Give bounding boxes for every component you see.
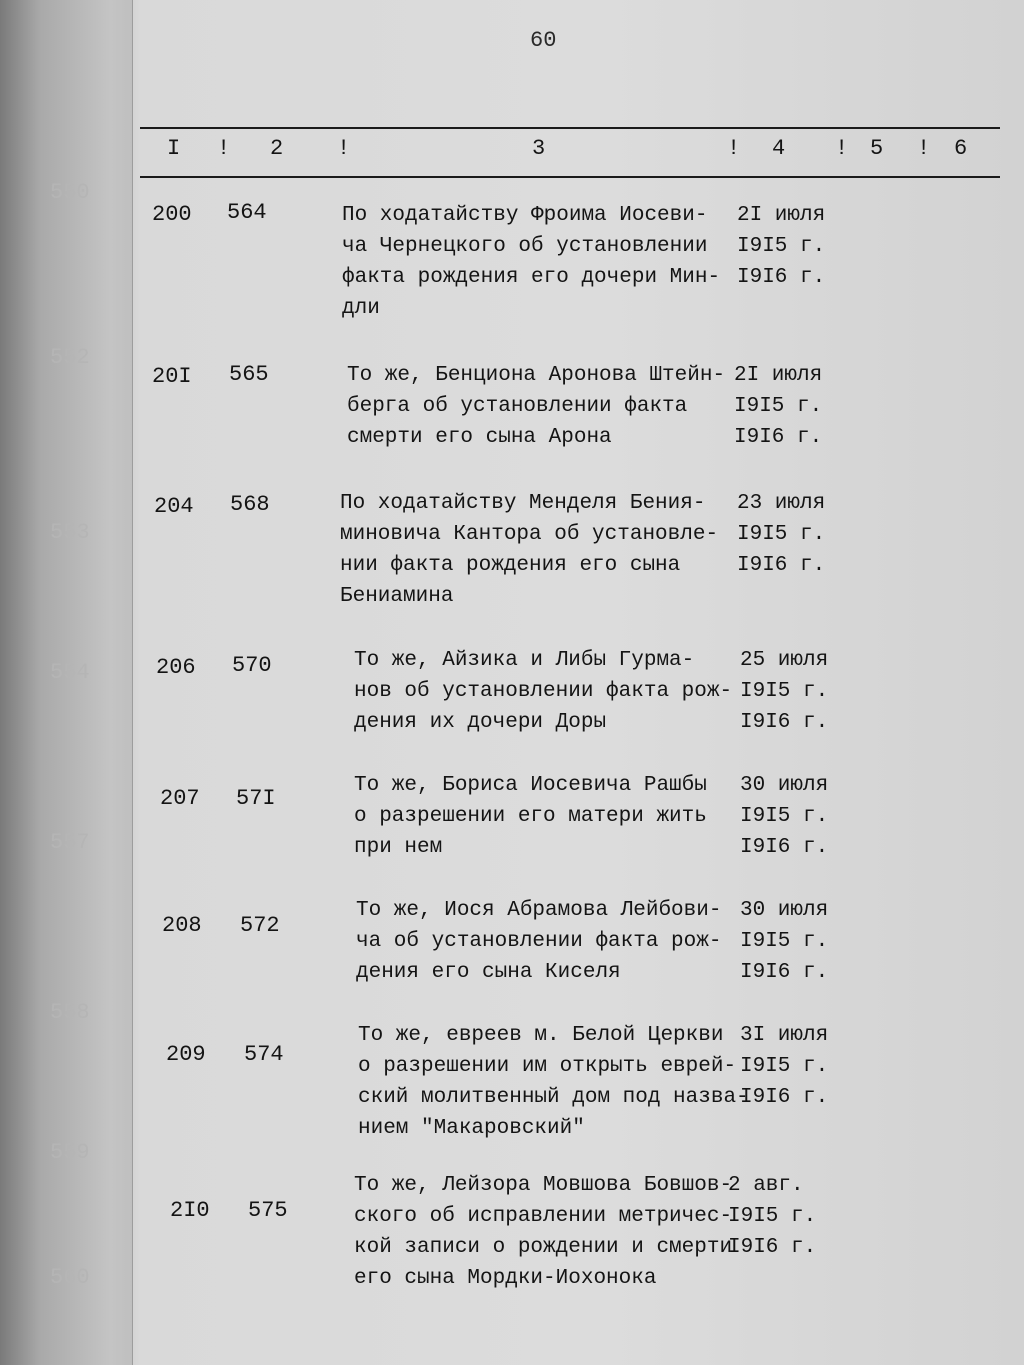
- column-header-3: 3: [532, 136, 546, 161]
- date-line: 2 авг.: [728, 1174, 804, 1197]
- entry-dates: [740, 1020, 828, 1113]
- entry-description: [356, 895, 756, 988]
- entry-description: [358, 1020, 758, 1144]
- description-line: То же, Лейзора Мовшова Бовшов-: [354, 1174, 733, 1197]
- date-line: I9I6 г.: [737, 266, 826, 289]
- date-line: 23 июля: [737, 492, 826, 515]
- file-number: 575: [248, 1198, 288, 1223]
- file-number: 568: [230, 492, 270, 517]
- description-line: дли: [342, 297, 380, 320]
- date-line: I9I5 г.: [737, 523, 826, 546]
- description-line: дения его сына Киселя: [356, 961, 621, 984]
- entry-dates: [734, 360, 822, 453]
- description-line: его сына Мордки-Иохонока: [354, 1267, 657, 1290]
- column-separator: !: [917, 136, 931, 161]
- ghost-number: 550: [50, 180, 90, 205]
- description-line: нов об установлении факта рож-: [354, 680, 733, 703]
- date-line: I9I6 г.: [737, 554, 826, 577]
- description-line: миновича Кантора об установле-: [340, 523, 719, 546]
- entry-number: 20I: [152, 364, 192, 389]
- description-line: По ходатайству Менделя Бения-: [340, 492, 706, 515]
- file-number: 570: [232, 653, 272, 678]
- entry-number: 206: [156, 655, 196, 680]
- file-number: 57I: [236, 786, 276, 811]
- description-line: То же, Бенциона Аронова Штейн-: [347, 364, 726, 387]
- description-line: дения их дочери Доры: [354, 711, 607, 734]
- header-bottom-rule: [140, 176, 1000, 178]
- entry-number: 2I0: [170, 1198, 210, 1223]
- description-line: нием "Макаровский": [358, 1117, 585, 1140]
- ghost-number: 557: [50, 830, 90, 855]
- entry-number: 208: [162, 913, 202, 938]
- date-line: 2I июля: [737, 204, 826, 227]
- facing-page-edge: [0, 0, 133, 1365]
- description-line: смерти его сына Арона: [347, 426, 612, 449]
- entry-number: 209: [166, 1042, 206, 1067]
- description-line: при нем: [354, 836, 443, 859]
- date-line: I9I6 г.: [734, 426, 823, 449]
- column-header-2: 2: [270, 136, 284, 161]
- ghost-number: 560: [50, 1265, 90, 1290]
- entry-number: 207: [160, 786, 200, 811]
- ghost-number: 554: [50, 660, 90, 685]
- date-line: I9I5 г.: [734, 395, 823, 418]
- description-line: кой записи о рождении и смерти: [354, 1236, 733, 1259]
- description-line: берга об установлении факта: [347, 395, 688, 418]
- description-line: По ходатайству Фроима Иосеви-: [342, 204, 708, 227]
- column-separator: !: [727, 136, 741, 161]
- entry-dates: [728, 1170, 816, 1263]
- column-separator: !: [337, 136, 351, 161]
- date-line: I9I6 г.: [740, 836, 829, 859]
- ghost-number: 553: [50, 520, 90, 545]
- entry-dates: [740, 895, 828, 988]
- entry-number: 204: [154, 494, 194, 519]
- column-separator: !: [217, 136, 231, 161]
- entry-description: [354, 645, 754, 738]
- description-line: ча Чернецкого об установлении: [342, 235, 708, 258]
- date-line: I9I5 г.: [728, 1205, 817, 1228]
- column-header-4: 4: [772, 136, 786, 161]
- date-line: 30 июля: [740, 899, 829, 922]
- entry-description: [354, 770, 754, 863]
- column-header-6: 6: [954, 136, 968, 161]
- entry-dates: [737, 488, 825, 581]
- description-line: То же, евреев м. Белой Церкви: [358, 1024, 724, 1047]
- date-line: I9I6 г.: [740, 961, 829, 984]
- document-page: [132, 0, 1024, 1365]
- header-top-rule: [140, 127, 1000, 129]
- description-line: ский молитвенный дом под назва-: [358, 1086, 749, 1109]
- file-number: 565: [229, 362, 269, 387]
- description-line: ского об исправлении метричес-: [354, 1205, 733, 1228]
- date-line: 2I июля: [734, 364, 823, 387]
- entry-dates: [740, 645, 828, 738]
- date-line: I9I5 г.: [740, 930, 829, 953]
- date-line: I9I5 г.: [740, 1055, 829, 1078]
- description-line: Бениамина: [340, 585, 454, 608]
- entry-number: 200: [152, 202, 192, 227]
- entry-dates: [740, 770, 828, 863]
- description-line: нии факта рождения его сына: [340, 554, 681, 577]
- description-line: То же, Айзика и Либы Гурма-: [354, 649, 695, 672]
- date-line: I9I5 г.: [740, 680, 829, 703]
- ghost-number: 558: [50, 1000, 90, 1025]
- date-line: 3I июля: [740, 1024, 829, 1047]
- entry-description: [342, 200, 742, 324]
- column-header-5: 5: [870, 136, 884, 161]
- column-header-row: [132, 136, 1024, 168]
- file-number: 574: [244, 1042, 284, 1067]
- description-line: о разрешении им открыть еврей-: [358, 1055, 737, 1078]
- date-line: I9I5 г.: [740, 805, 829, 828]
- entry-description: [347, 360, 747, 453]
- date-line: I9I6 г.: [728, 1236, 817, 1259]
- date-line: I9I6 г.: [740, 1086, 829, 1109]
- page-number: 60: [530, 28, 557, 53]
- description-line: о разрешении его матери жить: [354, 805, 707, 828]
- description-line: То же, Бориса Иосевича Рашбы: [354, 774, 707, 797]
- description-line: То же, Иося Абрамова Лейбови-: [356, 899, 722, 922]
- ghost-number: 552: [50, 345, 90, 370]
- date-line: I9I5 г.: [737, 235, 826, 258]
- column-separator: !: [835, 136, 849, 161]
- ghost-number: 559: [50, 1140, 90, 1165]
- file-number: 564: [227, 200, 267, 225]
- column-header-1: I: [167, 136, 181, 161]
- entry-dates: [737, 200, 825, 293]
- date-line: 30 июля: [740, 774, 829, 797]
- entry-description: [354, 1170, 754, 1294]
- date-line: 25 июля: [740, 649, 829, 672]
- description-line: факта рождения его дочери Мин-: [342, 266, 721, 289]
- entry-description: [340, 488, 740, 612]
- file-number: 572: [240, 913, 280, 938]
- date-line: I9I6 г.: [740, 711, 829, 734]
- description-line: ча об установлении факта рож-: [356, 930, 722, 953]
